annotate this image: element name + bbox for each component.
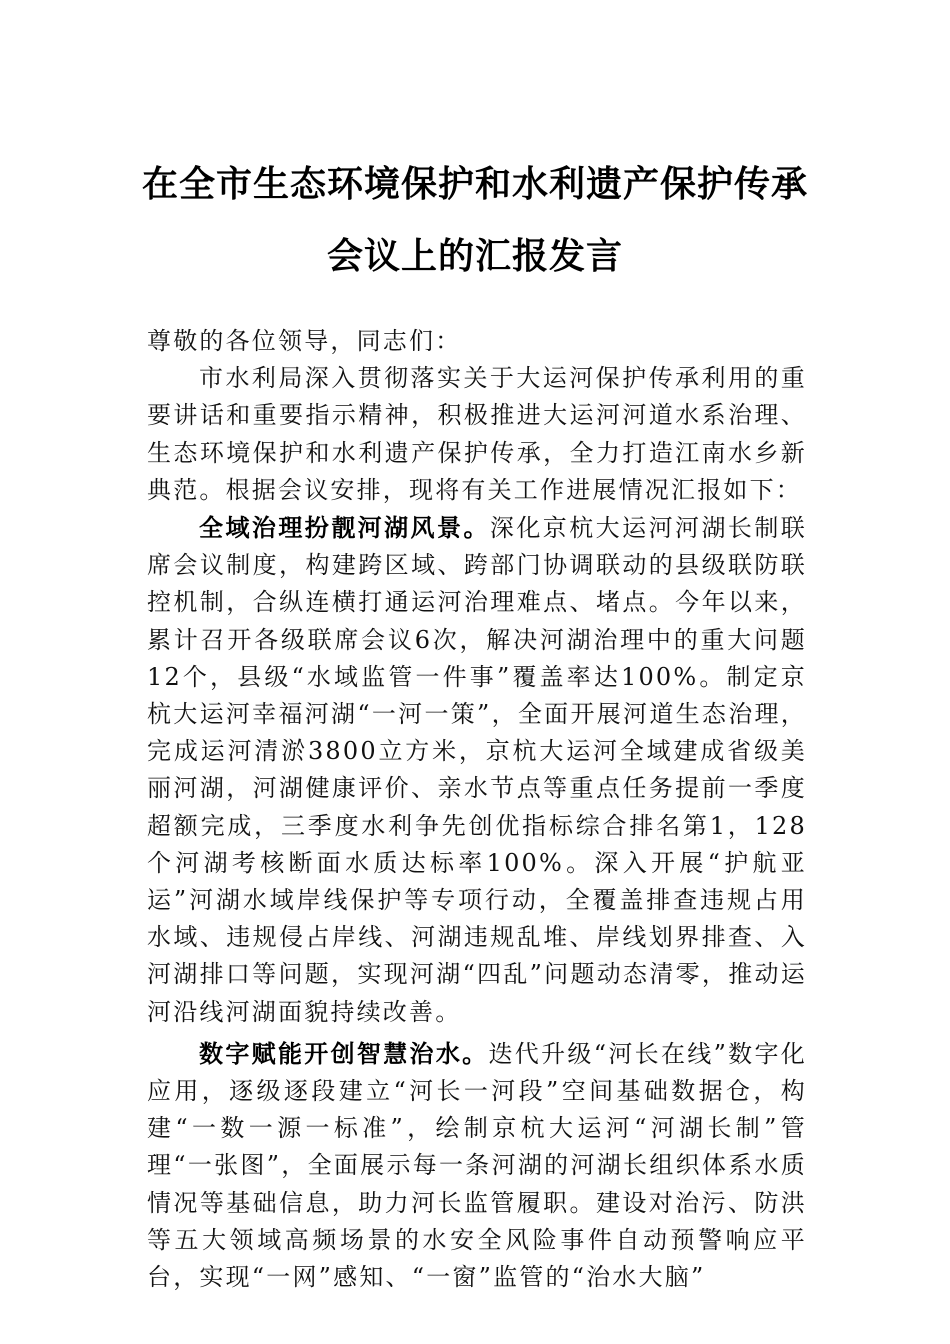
document-body <box>147 323 807 1296</box>
intro-paragraph: 市水利局深入贯彻落实关于大运河保护传承利用的重要讲话和重要指示精神，积极推进大运河河道水系治理、生态环境保护和水利遗产保护传承，全力打造江南水乡新典范。根据会议安排，现将有关工作进展情况汇报如下： <box>147 364 807 504</box>
section-paragraph-1 <box>147 509 807 1031</box>
section-body-1: 深化京杭大运河河湖长制联席会议制度，构建跨区域、跨部门协调联动的县级联防联控机制，合纵连横打通运河治理难点、堵点。今年以来，累计召开各级联席会议6次，解决河湖治理中的重大问题12个，县级“水域监管一件事”覆盖率达100%。制定京杭大运河幸福河湖“一河一策”，全面开展河道生态治理，完成运河清淤3800立方米，京杭大运河全域建成省级美丽河湖，河湖健康评价、亲水节点等重点任务提前一季度超额完成，三季度水利争先创优指标综合排名第1，128个河湖考核断面水质达标率100%。深入开展“护航亚运”河湖水域岸线保护等专项行动，全覆盖排查违规占用水域、违规侵占岸线、河湖违规乱堆、岸线划界排查、入河湖排口等问题，实现河湖“四乱”问题动态清零，推动运河沿线河湖面貌持续改善。 <box>147 514 808 1026</box>
section-paragraph-2 <box>147 1035 807 1296</box>
section-heading-1: 全域治理扮靓河湖风景。 <box>199 513 490 543</box>
salutation: 尊敬的各位领导，同志们： <box>147 327 462 355</box>
section-heading-2: 数字赋能开创智慧治水。 <box>199 1038 489 1068</box>
document-title-line-2: 会议上的汇报发言 <box>326 235 623 277</box>
document-title-line-1: 在全市生态环境保护和水利遗产保护传承 <box>141 163 808 205</box>
section-body-2: 迭代升级“河长在线”数字化应用，逐级逐段建立“河长一河段”空间基础数据仓，构建“一数一源一标准”，绘制京杭大运河“河湖长制”管理“一张图”，全面展示每一条河湖的河湖长组织体系水质情况等基础信息，助力河长监管履职。建设对治污、防洪等五大领域高频场景的水安全风险事件自动预警响应平台，实现“一网”感知、“一窗”监管的“治水大脑” <box>147 1039 808 1292</box>
